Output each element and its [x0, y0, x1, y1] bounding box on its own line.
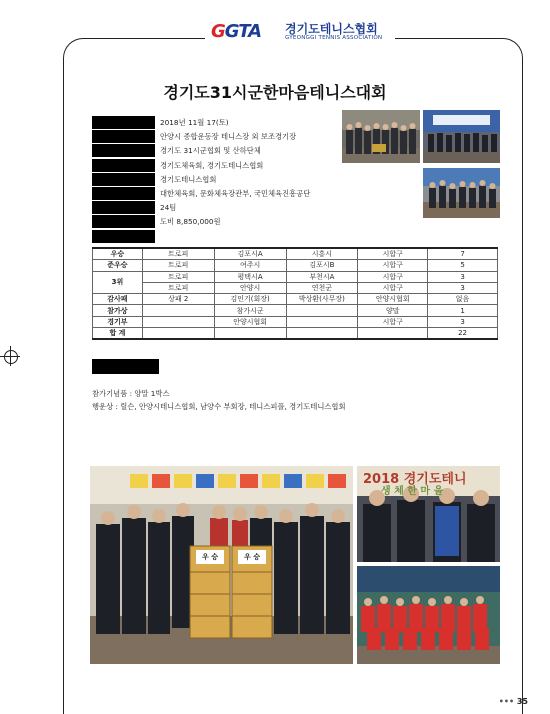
table-cell-prize: 트로피 — [142, 271, 214, 282]
table-cell-team1: 평택시A — [214, 271, 286, 282]
info-value: 대한체육회, 문화체육장관부, 국민체육진흥공단 — [160, 189, 311, 198]
table-cell-prize — [142, 328, 214, 340]
page-title: 경기도31시군한마음테니스대회 — [163, 83, 387, 102]
note-lucky-prize: 행운상 : 릴슨, 안양시테니스협회, 남양수 부회장, 테니스피플, 경기도테니스협회 — [92, 402, 346, 411]
info-row — [92, 230, 337, 243]
table-row — [93, 271, 498, 282]
table-cell-team1 — [214, 328, 286, 340]
table-cell-rank: 참가상 — [93, 305, 143, 316]
table-cell-prize — [142, 316, 214, 327]
info-label-redacted — [92, 201, 155, 214]
info-row — [92, 215, 337, 228]
table-cell-count: 3 — [428, 282, 498, 293]
table-cell-count: 없음 — [428, 294, 498, 305]
table-cell-division: 시합구 — [358, 282, 428, 293]
table-row — [93, 282, 498, 293]
info-label-redacted — [92, 116, 155, 129]
header-logo — [205, 18, 395, 48]
table-cell-count: 3 — [428, 271, 498, 282]
photo-team-red — [357, 566, 500, 664]
photo-awards-group — [342, 110, 420, 163]
info-label-redacted — [92, 159, 155, 172]
table-cell-count: 22 — [428, 328, 498, 340]
table-cell-team2: 연천군 — [286, 282, 358, 293]
table-cell-team1: 김포시A — [214, 248, 286, 260]
info-label-redacted — [92, 187, 155, 200]
info-row — [92, 144, 337, 157]
page-marker: ••• — [498, 697, 515, 706]
logo-mark: GGTA — [211, 21, 262, 42]
table-cell-division: 시합구 — [358, 260, 428, 271]
table-cell-rank: 준우승 — [93, 260, 143, 271]
table-cell-team2: 부천시A — [286, 271, 358, 282]
photo-group-outdoor — [423, 168, 500, 218]
photo-banner-text: 2018 경기도테니 — [363, 472, 467, 487]
info-value: 2018년 11월 17(토) — [160, 118, 229, 127]
info-label-redacted — [92, 173, 155, 186]
info-label-redacted — [92, 130, 155, 143]
logo-name-ko: 경기도테니스협회 — [285, 22, 378, 36]
table-cell-rank: 감사패 — [93, 294, 143, 305]
info-row — [92, 159, 337, 172]
table-cell-team1: 김인기(회장) — [214, 294, 286, 305]
table-cell-team2 — [286, 328, 358, 340]
photo-banner-text-2: 생 체 한 마 을 — [381, 486, 444, 497]
table-cell-division: 양말 — [358, 305, 428, 316]
table-row — [93, 260, 498, 271]
photo-winning-team — [90, 466, 353, 664]
table-cell-division: 안양시협회 — [358, 294, 428, 305]
info-label-redacted — [92, 144, 155, 157]
table-row — [93, 248, 498, 260]
note-souvenir: 참가기념품 : 양말 1박스 — [92, 389, 170, 398]
table-cell-division: 시합구 — [358, 316, 428, 327]
notes-label-redacted — [92, 359, 159, 374]
table-cell-team1: 참가시군 — [214, 305, 286, 316]
info-row — [92, 130, 337, 143]
table-cell-team1: 안양시 — [214, 282, 286, 293]
info-value: 안양시 종합운동장 테니스장 외 보조경기장 — [160, 132, 297, 142]
info-value: 24팀 — [160, 203, 177, 213]
info-value: 도비 8,850,000원 — [160, 217, 221, 227]
info-label-redacted — [92, 215, 155, 228]
table-cell-team1: 여주시 — [214, 260, 286, 271]
table-row — [93, 305, 498, 316]
table-cell-rank: 합 계 — [93, 328, 143, 340]
table-row — [93, 294, 498, 305]
table-cell-team2: 박상환(사무장) — [286, 294, 358, 305]
page-number-value: 35 — [516, 697, 528, 706]
table-cell-prize: 트로피 — [142, 248, 214, 260]
table-cell-division: 시합구 — [358, 271, 428, 282]
trophy-box-label-2: 우 승 — [244, 553, 260, 561]
info-row — [92, 173, 337, 186]
info-row — [92, 116, 337, 129]
table-cell-prize: 상패 2 — [142, 294, 214, 305]
table-cell-prize — [142, 305, 214, 316]
table-cell-team2: 시흥시 — [286, 248, 358, 260]
table-row — [93, 316, 498, 327]
results-table — [92, 247, 498, 340]
info-row — [92, 201, 337, 214]
table-cell-count: 3 — [428, 316, 498, 327]
info-row — [92, 187, 337, 200]
info-value: 경기도테니스협회 — [160, 174, 217, 184]
table-cell-count: 7 — [428, 248, 498, 260]
table-cell-team2 — [286, 305, 358, 316]
table-cell-prize: 트로피 — [142, 282, 214, 293]
table-row — [93, 328, 498, 340]
info-value: 경기도 31시군협회 및 산하단체 — [160, 146, 261, 156]
page-number — [499, 697, 528, 706]
table-cell-team2: 김포시B — [286, 260, 358, 271]
table-cell-team2 — [286, 316, 358, 327]
info-value: 경기도체육회, 경기도테니스협회 — [160, 160, 264, 170]
photo-officials — [357, 466, 500, 562]
crop-mark-circle — [4, 350, 18, 364]
info-label-redacted — [92, 230, 155, 243]
table-cell-count: 5 — [428, 260, 498, 271]
table-cell-prize: 트로피 — [142, 260, 214, 271]
trophy-box-label-1: 우 승 — [202, 553, 218, 561]
table-cell-division: 시합구 — [358, 248, 428, 260]
logo-name-en: GYEONGGI TENNIS ASSOCIATION — [285, 35, 383, 41]
table-cell-rank: 경기부 — [93, 316, 143, 327]
photo-ceremony-stage — [423, 110, 500, 163]
table-cell-rank: 우승 — [93, 248, 143, 260]
table-cell-count: 1 — [428, 305, 498, 316]
table-cell-team1: 안양시협회 — [214, 316, 286, 327]
table-cell-division — [358, 328, 428, 340]
table-cell-rank: 3위 — [93, 271, 143, 294]
